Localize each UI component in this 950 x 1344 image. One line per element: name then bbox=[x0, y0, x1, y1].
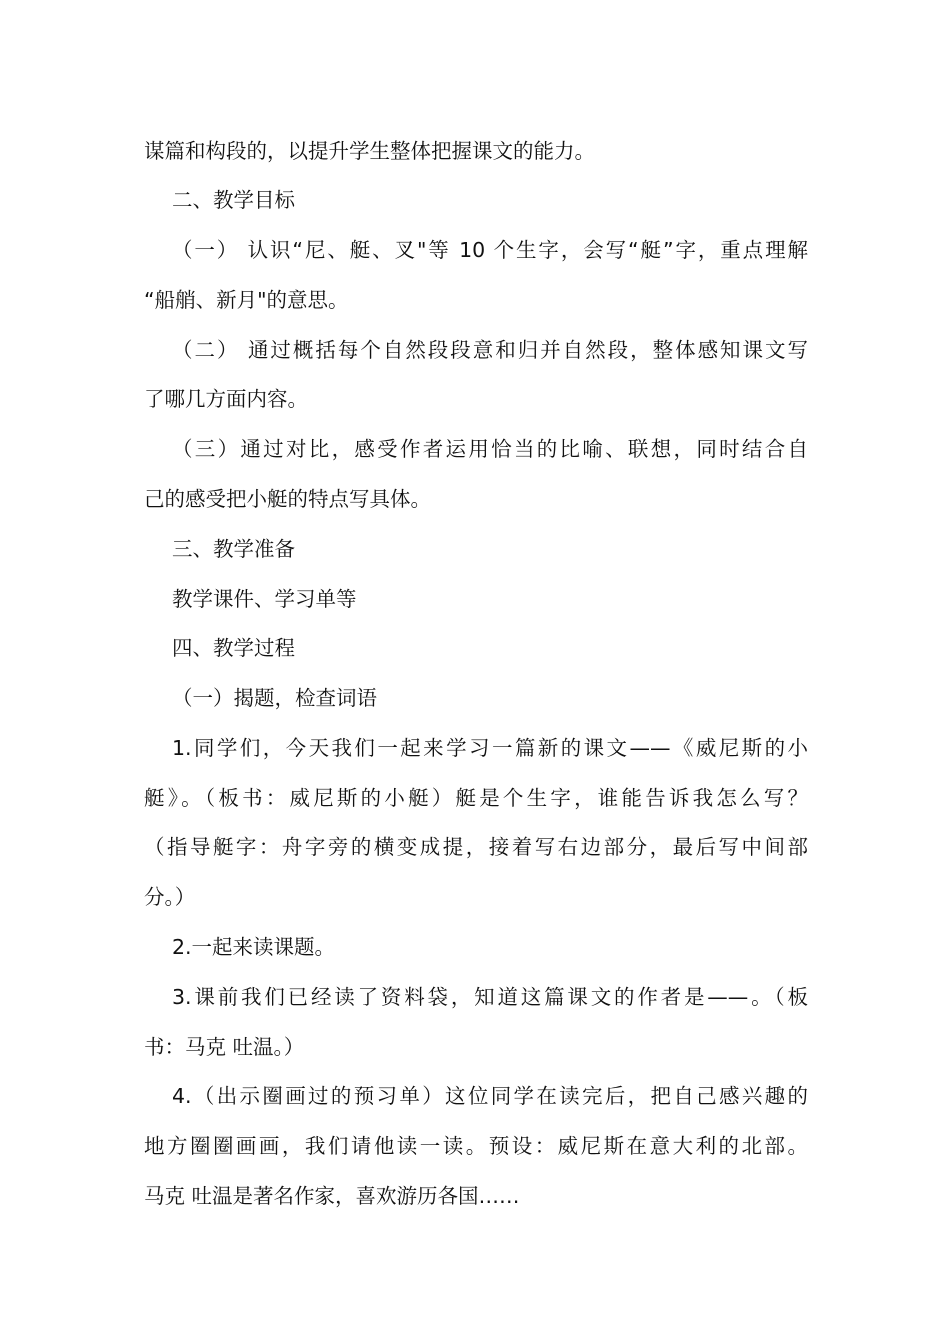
text-line: （一） 认识“尼、艇、叉"等 10 个生字，会写“艇”字，重点理解 bbox=[172, 238, 808, 262]
text-line: 3.课前我们已经读了资料袋，知道这篇课文的作者是——。（板 bbox=[172, 985, 808, 1009]
text-line: 书：马克 吐温。） bbox=[144, 1035, 305, 1059]
text-line: 地方圈圈画画，我们请他读一读。预设：威尼斯在意大利的北部。 bbox=[144, 1134, 808, 1158]
text-line: 4.（出示圈画过的预习单）这位同学在读完后，把自己感兴趣的 bbox=[172, 1084, 808, 1108]
section-heading: 四、教学过程 bbox=[172, 636, 295, 660]
text-line: 了哪几方面内容。 bbox=[144, 387, 308, 411]
text-line: 马克 吐温是著名作家，喜欢游历各国…… bbox=[144, 1184, 520, 1208]
text-line: 艇》。（板书：威尼斯的小艇）艇是个生字，谁能告诉我怎么写？ bbox=[144, 786, 808, 810]
text-line: （三）通过对比，感受作者运用恰当的比喻、联想，同时结合自 bbox=[172, 437, 808, 461]
text-line: 谋篇和构段的，以提升学生整体把握课文的能力。 bbox=[144, 139, 595, 163]
text-line: 2.一起来读课题。 bbox=[172, 935, 336, 959]
text-line: （指导艇字：舟字旁的横变成提，接着写右边部分，最后写中间部 bbox=[144, 835, 808, 859]
text-line: 教学课件、学习单等 bbox=[172, 587, 357, 611]
text-line: “船艄、新月"的意思。 bbox=[144, 288, 349, 312]
text-line: 分。） bbox=[144, 885, 196, 909]
text-line: （二） 通过概括每个自然段段意和归并自然段，整体感知课文写 bbox=[172, 338, 808, 362]
text-line: 1.同学们，今天我们一起来学习一篇新的课文——《威尼斯的小 bbox=[172, 736, 808, 760]
text-line: 己的感受把小艇的特点写具体。 bbox=[144, 487, 431, 511]
section-heading: 三、教学准备 bbox=[172, 537, 295, 561]
section-heading: 二、教学目标 bbox=[172, 188, 295, 212]
subsection-heading: （一）揭题，检查词语 bbox=[172, 686, 377, 710]
